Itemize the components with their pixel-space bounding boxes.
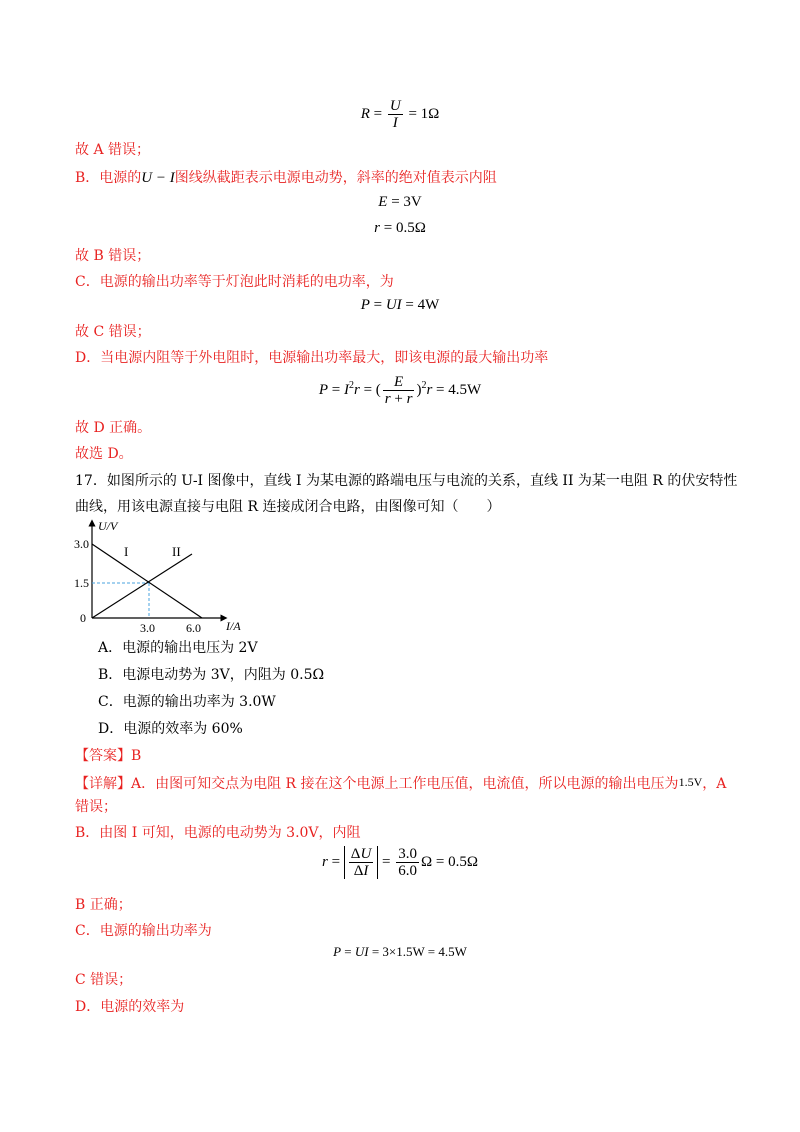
- ui-graph: [72, 518, 262, 643]
- formula-e: E = 3V: [378, 194, 422, 210]
- y-tick-0: 0: [80, 611, 86, 625]
- formula-r: R = $\frac{U}{I}$ = 1Ω: [360, 98, 440, 131]
- x-tick-6: 6.0: [186, 621, 201, 635]
- b2-intro: B．由图 I 可知，电源的电动势为 3.0V，内阻: [75, 825, 361, 841]
- line-i-label: I: [124, 544, 129, 559]
- a-wrong: 故 A 错误；: [75, 142, 151, 158]
- option-d: D．电源的效率为 60%: [98, 721, 243, 737]
- q17-line2: 曲线，用该电源直接与电阻 R 连接成闭合电路，由图像可知（ ）: [75, 499, 501, 515]
- line-ii: [92, 554, 192, 618]
- detail-a: 【详解】A．由图可知交点为电阻 R 接在这个电源上工作电压值，电流值，所以电源的输出电压为1.5V，A: [75, 775, 727, 792]
- d-correct: 故 D 正确。: [75, 420, 152, 436]
- c-wrong: 故 C 错误；: [75, 324, 151, 340]
- option-b: B．电源电动势为 3V，内阻为 0.5Ω: [98, 667, 325, 683]
- c-intro: C．电源的输出功率等于灯泡此时消耗的电功率，为: [75, 274, 394, 290]
- option-a: A．电源的输出电压为 2V: [98, 640, 258, 656]
- d2-intro: D．电源的效率为: [75, 999, 185, 1015]
- formula-r-half: r = 0.5Ω: [374, 220, 426, 236]
- answer: 【答案】B: [75, 748, 142, 764]
- x-tick-3: 3.0: [140, 621, 155, 635]
- y-axis-label: U/V: [98, 519, 118, 533]
- c2-intro: C．电源的输出功率为: [75, 923, 212, 939]
- x-axis-label: I/A: [226, 619, 241, 633]
- b-intro: B．电源的U − I图线纵截距表示电源电动势，斜率的绝对值表示内阻: [75, 170, 497, 186]
- detail-a-cont: 错误；: [75, 799, 117, 815]
- c2-wrong: C 错误；: [75, 972, 133, 988]
- formula-r-slope: r = $\frac{\Delta U}{\Delta I}$ = $\frac{3.0}{6.0}$ Ω = 0.5Ω: [321, 846, 479, 879]
- b2-correct: B 正确；: [75, 897, 132, 913]
- line-ii-label: II: [172, 544, 181, 559]
- y-tick-1-5: 1.5: [74, 576, 89, 590]
- formula-p-max: $P = I^2r$ = ( $\frac{E}{r + r}$ )$^2$r = 4.5W: [318, 374, 482, 407]
- choose-d: 故选 D。: [75, 446, 133, 462]
- formula-p-output: P = UI = 3×1.5W = 4.5W: [333, 944, 467, 959]
- y-tick-3: 3.0: [74, 537, 89, 551]
- b-wrong: 故 B 错误；: [75, 248, 151, 264]
- formula-p-ui: P = UI = 4W: [360, 297, 440, 313]
- d-intro: D．当电源内阻等于外电阻时，电源输出功率最大，即该电源的最大输出功率: [75, 350, 549, 366]
- option-c: C．电源的输出功率为 3.0W: [98, 694, 276, 710]
- q17-line1: 17．如图所示的 U-I 图像中，直线 I 为某电源的路端电压与电流的关系，直线 II 为某一电阻 R 的伏安特性: [75, 473, 738, 489]
